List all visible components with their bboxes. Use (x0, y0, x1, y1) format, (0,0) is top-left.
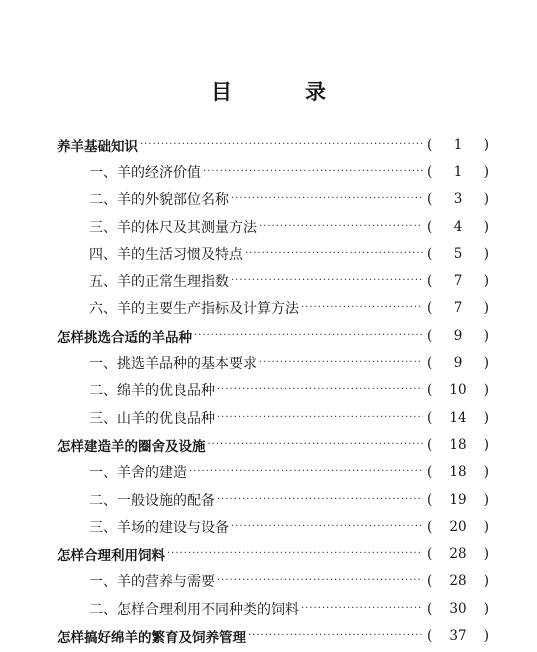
dot-leader (217, 493, 423, 507)
open-paren: ( (427, 464, 433, 481)
page-number: 7 (453, 300, 463, 317)
toc-entry-title: 三、羊场的建设与设备 (89, 519, 229, 536)
open-paren: ( (427, 300, 433, 317)
page-reference (427, 164, 489, 180)
toc-section-entry (0, 377, 537, 404)
toc-entry-title: 怎样合理利用饲料 (57, 548, 165, 565)
open-paren: ( (427, 218, 433, 235)
close-paren: ) (483, 136, 489, 153)
page-number: 4 (453, 218, 463, 235)
page-reference (427, 628, 489, 644)
toc-entry-title: 怎样挑选合适的羊品种 (57, 329, 192, 346)
close-paren: ) (483, 573, 489, 590)
page-reference (427, 328, 489, 344)
page-number: 10 (449, 382, 467, 399)
toc-entry-title: 五、羊的正常生理指数 (89, 274, 229, 291)
toc-chapter-entry (0, 431, 537, 458)
page-number: 18 (449, 436, 467, 453)
dot-leader (231, 192, 423, 206)
dot-leader (231, 520, 423, 534)
dot-leader (231, 274, 423, 288)
page-number: 9 (453, 327, 463, 344)
dot-leader (208, 438, 424, 452)
toc-entry-title: 怎样建造羊的圈舍及设施 (57, 438, 206, 455)
page-reference (427, 573, 489, 589)
open-paren: ( (427, 191, 433, 208)
toc-entry-title: 一、羊的营养与需要 (89, 574, 215, 591)
open-paren: ( (427, 245, 433, 262)
page-number: 30 (449, 600, 467, 617)
open-paren: ( (427, 436, 433, 453)
toc-entry-title: 一、羊舍的建造 (89, 465, 187, 482)
open-paren: ( (427, 382, 433, 399)
toc-section-entry (0, 404, 537, 431)
open-paren: ( (427, 600, 433, 617)
open-paren: ( (427, 273, 433, 290)
page-number: 14 (449, 409, 467, 426)
page-number: 19 (449, 491, 467, 508)
close-paren: ) (483, 436, 489, 453)
open-paren: ( (427, 573, 433, 590)
open-paren: ( (427, 327, 433, 344)
toc-entry-title: 怎样搞好绵羊的繁育及饲养管理 (57, 629, 246, 646)
toc-section-entry (0, 213, 537, 240)
toc-entry-title: 四、羊的生活习惯及特点 (89, 246, 243, 263)
toc-entry-title: 二、羊的外貌部位名称 (89, 192, 229, 209)
close-paren: ) (483, 627, 489, 644)
dot-leader (217, 383, 423, 397)
close-paren: ) (483, 382, 489, 399)
dot-leader (248, 629, 423, 643)
page-reference (427, 246, 489, 262)
close-paren: ) (483, 409, 489, 426)
page-reference (427, 219, 489, 235)
toc-entry-title: 三、羊的体尺及其测量方法 (89, 219, 257, 236)
page-reference (427, 519, 489, 535)
page-reference (427, 382, 489, 398)
open-paren: ( (427, 409, 433, 426)
toc-section-entry (0, 186, 537, 213)
page-number: 5 (453, 245, 463, 262)
toc-section-entry (0, 349, 537, 376)
page-title: 目 录 (211, 80, 352, 104)
page-number: 3 (453, 191, 463, 208)
toc-entry-title: 二、绵羊的优良品种 (89, 383, 215, 400)
page-reference (427, 300, 489, 316)
open-paren: ( (427, 136, 433, 153)
toc-chapter-entry (0, 322, 537, 349)
toc-chapter-entry (0, 540, 537, 567)
page-number: 28 (449, 573, 467, 590)
page-number: 9 (453, 355, 463, 372)
page-reference (427, 355, 489, 371)
page-reference (427, 464, 489, 480)
close-paren: ) (483, 546, 489, 563)
dot-leader (194, 329, 423, 343)
close-paren: ) (483, 600, 489, 617)
page-reference (427, 191, 489, 207)
close-paren: ) (483, 273, 489, 290)
page-reference (427, 546, 489, 562)
open-paren: ( (427, 355, 433, 372)
dot-leader (259, 220, 423, 234)
dot-leader (217, 411, 423, 425)
page-reference (427, 137, 489, 153)
close-paren: ) (483, 163, 489, 180)
toc-entry-title: 三、山羊的优良品种 (89, 410, 215, 427)
page-reference (427, 437, 489, 453)
toc-entry-title: 一、羊的经济价值 (89, 164, 201, 181)
close-paren: ) (483, 300, 489, 317)
close-paren: ) (483, 464, 489, 481)
page-number: 18 (449, 464, 467, 481)
open-paren: ( (427, 546, 433, 563)
open-paren: ( (427, 518, 433, 535)
toc-section-entry (0, 513, 537, 540)
dot-leader (140, 138, 423, 152)
page-number: 1 (453, 163, 463, 180)
toc-entry-title: 二、怎样合理利用不同种类的饲料 (89, 601, 299, 618)
toc-chapter-entry (0, 131, 537, 158)
toc-entry-title: 一、挑选羊品种的基本要求 (89, 356, 257, 373)
toc-chapter-entry (0, 622, 537, 649)
toc-section-entry (0, 267, 537, 294)
close-paren: ) (483, 518, 489, 535)
toc-section-entry (0, 568, 537, 595)
toc-entry-title: 养羊基础知识 (57, 138, 138, 155)
page-reference (427, 601, 489, 617)
close-paren: ) (483, 218, 489, 235)
table-of-contents (0, 131, 537, 650)
toc-section-entry (0, 486, 537, 513)
toc-section-entry (0, 595, 537, 622)
open-paren: ( (427, 491, 433, 508)
toc-section-entry (0, 459, 537, 486)
dot-leader (167, 547, 423, 561)
open-paren: ( (427, 627, 433, 644)
page-number: 7 (453, 273, 463, 290)
dot-leader (217, 574, 423, 588)
toc-section-entry (0, 158, 537, 185)
page-number: 1 (453, 136, 463, 153)
toc-section-entry (0, 295, 537, 322)
page-number: 37 (449, 627, 467, 644)
page-number: 28 (449, 546, 467, 563)
close-paren: ) (483, 191, 489, 208)
toc-entry-title: 六、羊的主要生产指标及计算方法 (89, 301, 299, 318)
close-paren: ) (483, 355, 489, 372)
dot-leader (301, 301, 423, 315)
dot-leader (259, 356, 423, 370)
close-paren: ) (483, 327, 489, 344)
dot-leader (245, 247, 423, 261)
open-paren: ( (427, 163, 433, 180)
page-reference (427, 410, 489, 426)
dot-leader (301, 602, 423, 616)
toc-entry-title: 二、一般设施的配备 (89, 492, 215, 509)
close-paren: ) (483, 491, 489, 508)
page-reference (427, 273, 489, 289)
toc-section-entry (0, 240, 537, 267)
dot-leader (189, 465, 423, 479)
page-reference (427, 492, 489, 508)
dot-leader (203, 165, 423, 179)
page-number: 20 (449, 518, 467, 535)
close-paren: ) (483, 245, 489, 262)
